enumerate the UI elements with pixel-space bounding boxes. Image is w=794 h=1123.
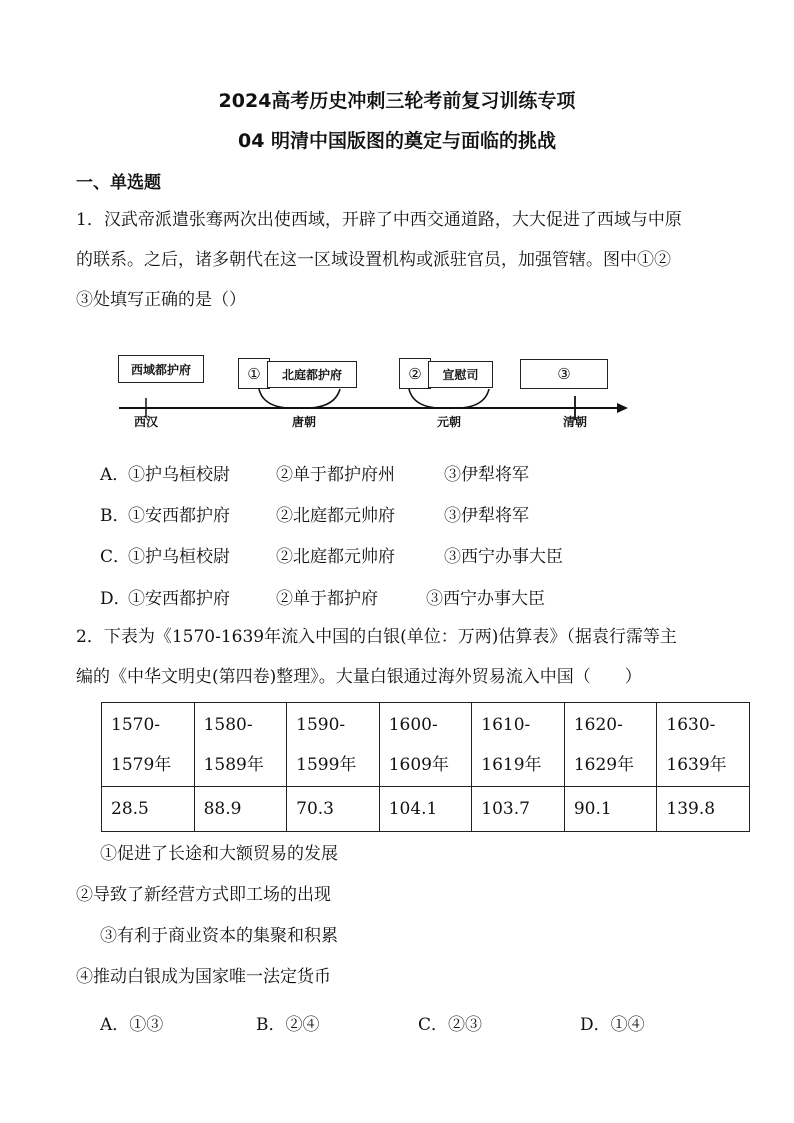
section-heading: 一、单选题 bbox=[76, 173, 161, 193]
table-cell-value: 103.7 bbox=[472, 787, 565, 832]
timeline-era-yuan: 元朝 bbox=[436, 415, 461, 429]
page-subtitle: 04 明清中国版图的奠定与面临的挑战 bbox=[237, 130, 557, 152]
table-cell-value: 70.3 bbox=[287, 787, 380, 832]
table-cell-period: 1610- 1619年 bbox=[472, 703, 565, 787]
q1-option-b[interactable] bbox=[100, 501, 700, 525]
option-blank-3: ③西宁办事大臣 bbox=[426, 589, 545, 609]
table-cell-period: 1630- 1639年 bbox=[657, 703, 750, 787]
timeline-marker-qing bbox=[567, 396, 583, 420]
timeline-era-tang: 唐朝 bbox=[291, 415, 316, 429]
table-row-values bbox=[102, 787, 750, 832]
q2-statement-4: ④推动白银成为国家唯一法定货币 bbox=[76, 967, 331, 987]
q2-option-c[interactable]: C．②③ bbox=[418, 1015, 483, 1035]
timeline-arrow-head bbox=[617, 403, 628, 413]
q2-option-d[interactable]: D．①④ bbox=[580, 1015, 645, 1035]
option-blank-3: ③西宁办事大臣 bbox=[444, 547, 563, 567]
table-cell-period: 1620- 1629年 bbox=[564, 703, 657, 787]
table-cell-value: 90.1 bbox=[564, 787, 657, 832]
table-cell-period: 1590- 1599年 bbox=[287, 703, 380, 787]
timeline-arc-yuan bbox=[409, 389, 489, 408]
table-cell-period: 1580- 1589年 bbox=[194, 703, 287, 787]
timeline-blank-3: ③ bbox=[520, 359, 608, 389]
option-blank-2: ②北庭都元帅府 bbox=[276, 506, 395, 526]
table-cell-value: 28.5 bbox=[102, 787, 195, 832]
table-cell-period: 1600- 1609年 bbox=[379, 703, 472, 787]
option-blank-1: ①安西都护府 bbox=[128, 506, 230, 526]
option-blank-1: ①安西都护府 bbox=[128, 589, 230, 609]
q2-statement-1: ①促进了长途和大额贸易的发展 bbox=[100, 844, 338, 864]
silver-inflow-table bbox=[101, 702, 750, 832]
option-blank-1: ①护乌桓校尉 bbox=[128, 465, 230, 485]
q2-statement-2: ②导致了新经营方式即工场的出现 bbox=[76, 885, 331, 905]
option-letter: D． bbox=[100, 589, 131, 609]
q1-option-d[interactable] bbox=[100, 584, 700, 608]
timeline-blank-2: ② bbox=[399, 358, 431, 389]
timeline-box-beiting-duhufu: 北庭都护府 bbox=[267, 361, 357, 388]
q2-statement-3: ③有利于商业资本的集聚和积累 bbox=[100, 926, 338, 946]
option-letter: C． bbox=[100, 547, 131, 567]
timeline-box-xuanweisi: 宣慰司 bbox=[428, 361, 493, 388]
page-title: 2024高考历史冲刺三轮考前复习训练专项 bbox=[218, 90, 576, 112]
option-letter: A． bbox=[100, 465, 130, 485]
q2-stem-line-1: 2．下表为《1570-1639年流入中国的白银(单位：万两)估算表》（据袁行霈等主 bbox=[76, 627, 677, 647]
table-cell-value: 139.8 bbox=[657, 787, 750, 832]
q1-option-a[interactable] bbox=[100, 460, 700, 484]
q1-stem-line-2: 的联系。之后，诸多朝代在这一区域设置机构或派驻官员，加强管辖。图中①② bbox=[76, 250, 671, 270]
q2-option-a[interactable]: A．①③ bbox=[100, 1015, 164, 1035]
q1-stem-line-3: ③处填写正确的是（） bbox=[76, 290, 246, 310]
option-blank-3: ③伊犁将军 bbox=[444, 506, 529, 526]
timeline-arc-tang bbox=[259, 389, 340, 408]
q2-options bbox=[100, 1010, 660, 1034]
q2-stem-line-2: 编的《中华文明史(第四卷)整理》。大量白银通过海外贸易流入中国（ ） bbox=[76, 667, 642, 687]
option-blank-2: ②单于都护府州 bbox=[276, 465, 395, 485]
timeline-marker-xihan bbox=[141, 398, 151, 418]
option-blank-1: ①护乌桓校尉 bbox=[128, 547, 230, 567]
q2-option-b[interactable]: B．②④ bbox=[256, 1015, 320, 1035]
timeline-era-xihan: 西汉 bbox=[133, 415, 158, 429]
table-cell-value: 88.9 bbox=[194, 787, 287, 832]
table-cell-value: 104.1 bbox=[379, 787, 472, 832]
option-blank-2: ②北庭都元帅府 bbox=[276, 547, 395, 567]
option-blank-2: ②单于都护府 bbox=[276, 589, 378, 609]
timeline-blank-1: ① bbox=[238, 358, 270, 389]
timeline-box-xiyu-duhufu: 西域都护府 bbox=[118, 355, 204, 383]
table-cell-period: 1570- 1579年 bbox=[102, 703, 195, 787]
timeline-era-qing: 清朝 bbox=[562, 415, 587, 429]
option-letter: B． bbox=[100, 506, 130, 526]
table-row-periods bbox=[102, 703, 750, 787]
q1-stem-line-1: 1．汉武帝派遣张骞两次出使西域，开辟了中西交通道路，大大促进了西域与中原 bbox=[76, 210, 682, 230]
q1-option-c[interactable] bbox=[100, 542, 700, 566]
option-blank-3: ③伊犁将军 bbox=[444, 465, 529, 485]
